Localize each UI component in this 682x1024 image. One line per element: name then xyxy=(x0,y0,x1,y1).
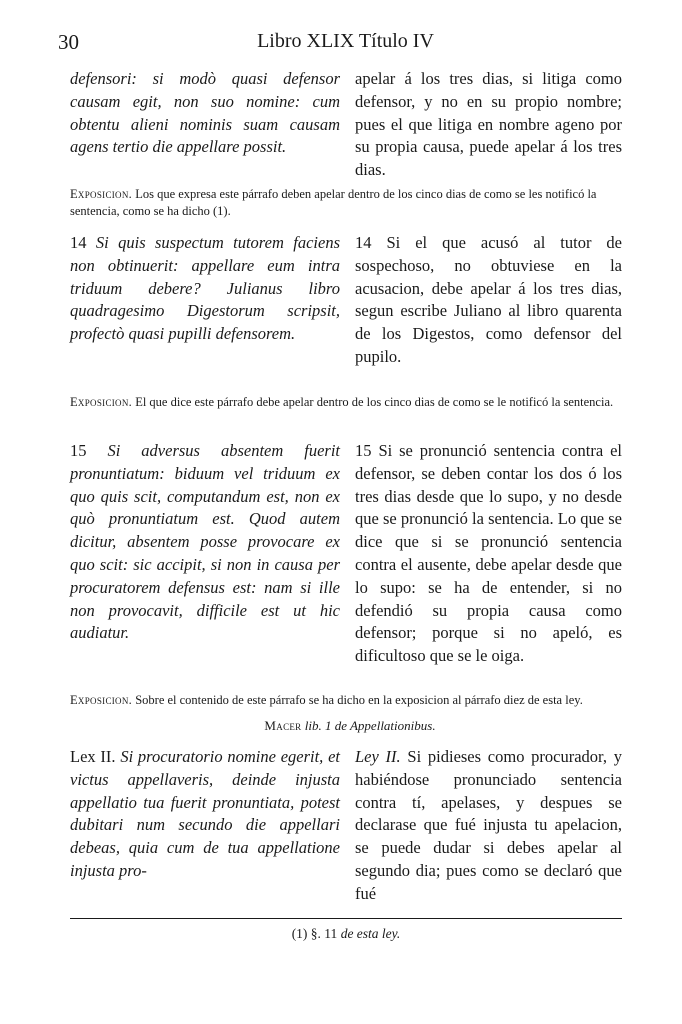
page-header xyxy=(58,30,633,60)
source-citation xyxy=(70,718,630,734)
page-number: 30 xyxy=(58,30,79,54)
section-14-spanish xyxy=(355,232,622,369)
section-number: 15 xyxy=(70,441,87,460)
exposition-text: El que dice este párrafo debe apelar dentro de los cinco dias de como se le notificó la sentencia. xyxy=(135,395,614,409)
source-book: lib. 1 de Appellationibus. xyxy=(304,718,436,733)
lex-heading: Lex II. xyxy=(70,747,116,766)
section-number: 14 xyxy=(355,233,372,252)
ley-heading: Ley II. xyxy=(355,747,401,766)
lex-2-spanish-text: Si pidieses como procurador, y habiéndose pronunciado sentencia contra tí, apelases, y despues se declarase que fué injusta tu apelacion, se puede dudar si debes apelar al segundo dia; pues como se declaró que fué xyxy=(355,747,622,903)
section-number: 14 xyxy=(70,233,87,252)
exposition-text: Los que expresa este párrafo deben apelar dentro de los cinco dias de como se les notificó la sentencia, como se ha dicho (1). xyxy=(70,187,597,218)
section-14-spanish-text: Si el que acusó al tutor de sospechoso, no obtuviese en la acusacion, debe apelar á los tres dias, segun escribe Juliano al libro quarenta de los Digestos, como defensor del pupilo. xyxy=(355,233,622,366)
section-number: 15 xyxy=(355,441,372,460)
section-14-latin-text: Si quis suspectum tutorem faciens non obtinuerit: appellare eum intra triduum debere? Julianus libro quadragesimo Digestorum scripsit, profectò quasi pupilli defensorem. xyxy=(70,233,340,344)
exposition-2 xyxy=(70,394,630,411)
section-14-latin xyxy=(70,232,340,346)
exposition-label: Exposicion. xyxy=(70,693,133,707)
section-13-latin: defensori: si modò quasi defensor causam egit, non suo nomine: cum obtentu alieni nominis suam causam agens tertio die appellare possit. xyxy=(70,69,340,157)
footnote-marker: (1) §. 11 xyxy=(291,926,338,941)
lex-2-spanish xyxy=(355,746,622,906)
section-15-spanish xyxy=(355,440,622,668)
exposition-label: Exposicion. xyxy=(70,187,133,201)
source-author: Macer xyxy=(264,718,302,733)
exposition-text: Sobre el contenido de este párrafo se ha dicho en la exposicion al párrafo diez de esta ley. xyxy=(135,693,583,707)
exposition-label: Exposicion. xyxy=(70,395,133,409)
exposition-3 xyxy=(70,692,630,709)
section-15-latin xyxy=(70,440,340,645)
footnote-rule xyxy=(70,918,622,919)
section-15-spanish-text: Si se pronunció sentencia contra el defensor, se deben contar los dos ó los tres dias desde que lo supo, y no desde que se pronunció la sentencia. Lo que se dice que si se pronunció sentencia contra el ausente, debe apelar desde que lo supo: se ha de entender, si no defendió su propia causa como defensor; porque si no apeló, es dificultoso que se le oiga. xyxy=(355,441,622,666)
running-title: Libro XLIX Título IV xyxy=(257,30,434,52)
footnote xyxy=(70,926,622,942)
lex-2-latin-text: Si procuratorio nomine egerit, et victus appellaveris, deinde injusta appellatio tua fuerit pronuntiata, potest dubitari num secundo die appellari debeas, quia cum de tua appellatione injusta pro- xyxy=(70,747,340,880)
section-13-spanish: apelar á los tres dias, si litiga como defensor, y no en su propio nombre; pues el que litiga en nombre ageno por su propia causa, puede apelar á los tres dias. xyxy=(355,69,622,180)
lex-2-latin xyxy=(70,746,340,883)
exposition-1 xyxy=(70,186,630,219)
section-15-latin-text: Si adversus absentem fuerit pronuntiatum: biduum vel triduum ex quo quis scit, computandum est, non ex quò pronuntiatum est. Quod autem dicitur, absentem posse provocare ex quo scit: sic accipit, si non in causa per procuratorem defensus est: nam si ille non provocavit, difficile est ut hic audiatur. xyxy=(70,441,340,643)
footnote-reference: de esta ley. xyxy=(340,926,401,941)
